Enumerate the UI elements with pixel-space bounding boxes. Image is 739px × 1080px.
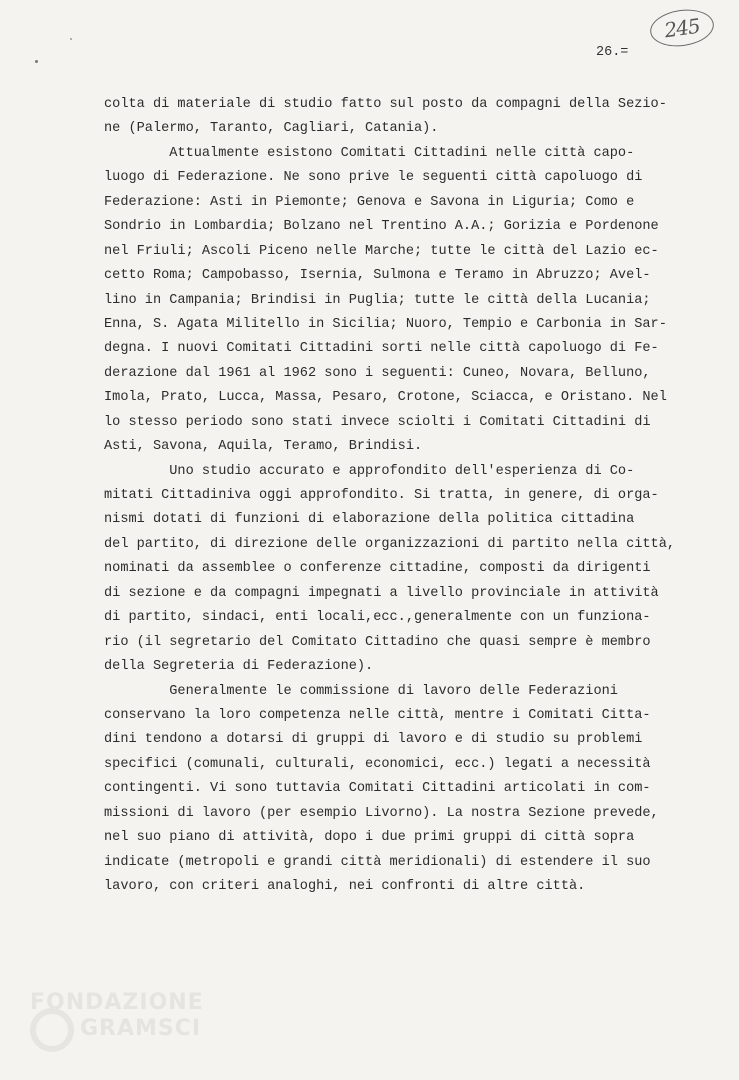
- watermark-line: GRAMSCI: [80, 1016, 202, 1041]
- paper-speck: [35, 60, 38, 63]
- text-line: Asti, Savona, Aquila, Teramo, Brindisi.: [104, 439, 423, 455]
- archive-stamp: [648, 6, 716, 51]
- fondazione-gramsci-watermark: [30, 990, 210, 1070]
- typed-text-body: [104, 93, 704, 899]
- text-line: luogo di Federazione. Ne sono prive le seguenti città capoluogo di: [104, 170, 643, 186]
- text-line: lavoro, con criteri analoghi, nei confronti di altre città.: [104, 879, 586, 894]
- watermark-line: FONDAZIONE: [30, 990, 204, 1015]
- text-line: Generalmente le commissione di lavoro delle Federazioni: [104, 683, 618, 699]
- text-line: di sezione e da compagni impegnati a livello provinciale in attività: [104, 585, 659, 601]
- text-line: dini tendono a dotarsi di gruppi di lavoro e di studio su problemi: [104, 732, 643, 748]
- text-line: colta di materiale di studio fatto sul posto da compagni della Sezio-: [104, 97, 667, 112]
- text-line: missioni di lavoro (per esempio Livorno). La nostra Sezione prevede,: [104, 805, 659, 821]
- paper-speck: [70, 38, 72, 40]
- text-line: di partito, sindaci, enti locali,ecc.,generalmente con un funziona-: [104, 610, 651, 626]
- text-line: Uno studio accurato e approfondito dell'esperienza di Co-: [104, 463, 635, 479]
- text-line: Enna, S. Agata Militello in Sicilia; Nuoro, Tempio e Carbonia in Sar-: [104, 316, 667, 332]
- text-line: conservano la loro competenza nelle città, mentre i Comitati Citta-: [104, 707, 651, 723]
- text-line: cetto Roma; Campobasso, Isernia, Sulmona e Teramo in Abruzzo; Avel-: [104, 268, 651, 284]
- text-line: lo stesso periodo sono stati invece sciolti i Comitati Cittadini di: [104, 414, 651, 430]
- text-line: nel suo piano di attività, dopo i due primi gruppi di città sopra: [104, 830, 635, 846]
- page-number: 26.=: [596, 45, 629, 60]
- text-line: mitati Cittadiniva oggi approfondito. Si tratta, in genere, di orga-: [104, 488, 659, 503]
- text-line: nismi dotati di funzioni di elaborazione della politica cittadina: [104, 512, 635, 528]
- text-line: nominati da assemblee o conferenze cittadine, composti da dirigenti: [104, 561, 651, 577]
- text-line: Imola, Prato, Lucca, Massa, Pesaro, Crotone, Sciacca, e Oristano. Nel: [104, 390, 667, 406]
- text-line: del partito, di direzione delle organizzazioni di partito nella città,: [104, 536, 676, 552]
- text-line: Sondrio in Lombardia; Bolzano nel Trentino A.A.; Gorizia e Pordenone: [104, 219, 659, 235]
- archive-number: 245: [662, 13, 702, 43]
- text-line: della Segreteria di Federazione).: [104, 659, 374, 675]
- text-line: Federazione: Asti in Piemonte; Genova e Savona in Liguria; Como e: [104, 194, 635, 210]
- text-line: contingenti. Vi sono tuttavia Comitati Cittadini articolati in com-: [104, 781, 651, 797]
- watermark-logo-icon: [30, 1008, 74, 1052]
- text-line: ne (Palermo, Taranto, Cagliari, Catania).: [104, 121, 439, 137]
- text-line: Attualmente esistono Comitati Cittadini nelle città capo-: [104, 145, 635, 161]
- text-line: derazione dal 1961 al 1962 sono i seguenti: Cuneo, Novara, Belluno,: [104, 365, 651, 381]
- text-line: rio (il segretario del Comitato Cittadino che quasi sempre è membro: [104, 634, 651, 650]
- text-line: nel Friuli; Ascoli Piceno nelle Marche; tutte le città del Lazio ec-: [104, 243, 659, 259]
- text-line: degna. I nuovi Comitati Cittadini sorti nelle città capoluogo di Fe-: [104, 341, 659, 357]
- text-line: lino in Campania; Brindisi in Puglia; tutte le città della Lucania;: [104, 292, 651, 308]
- text-line: indicate (metropoli e grandi città meridionali) di estendere il suo: [104, 854, 651, 870]
- text-line: specifici (comunali, culturali, economici, ecc.) legati a necessità: [104, 756, 651, 772]
